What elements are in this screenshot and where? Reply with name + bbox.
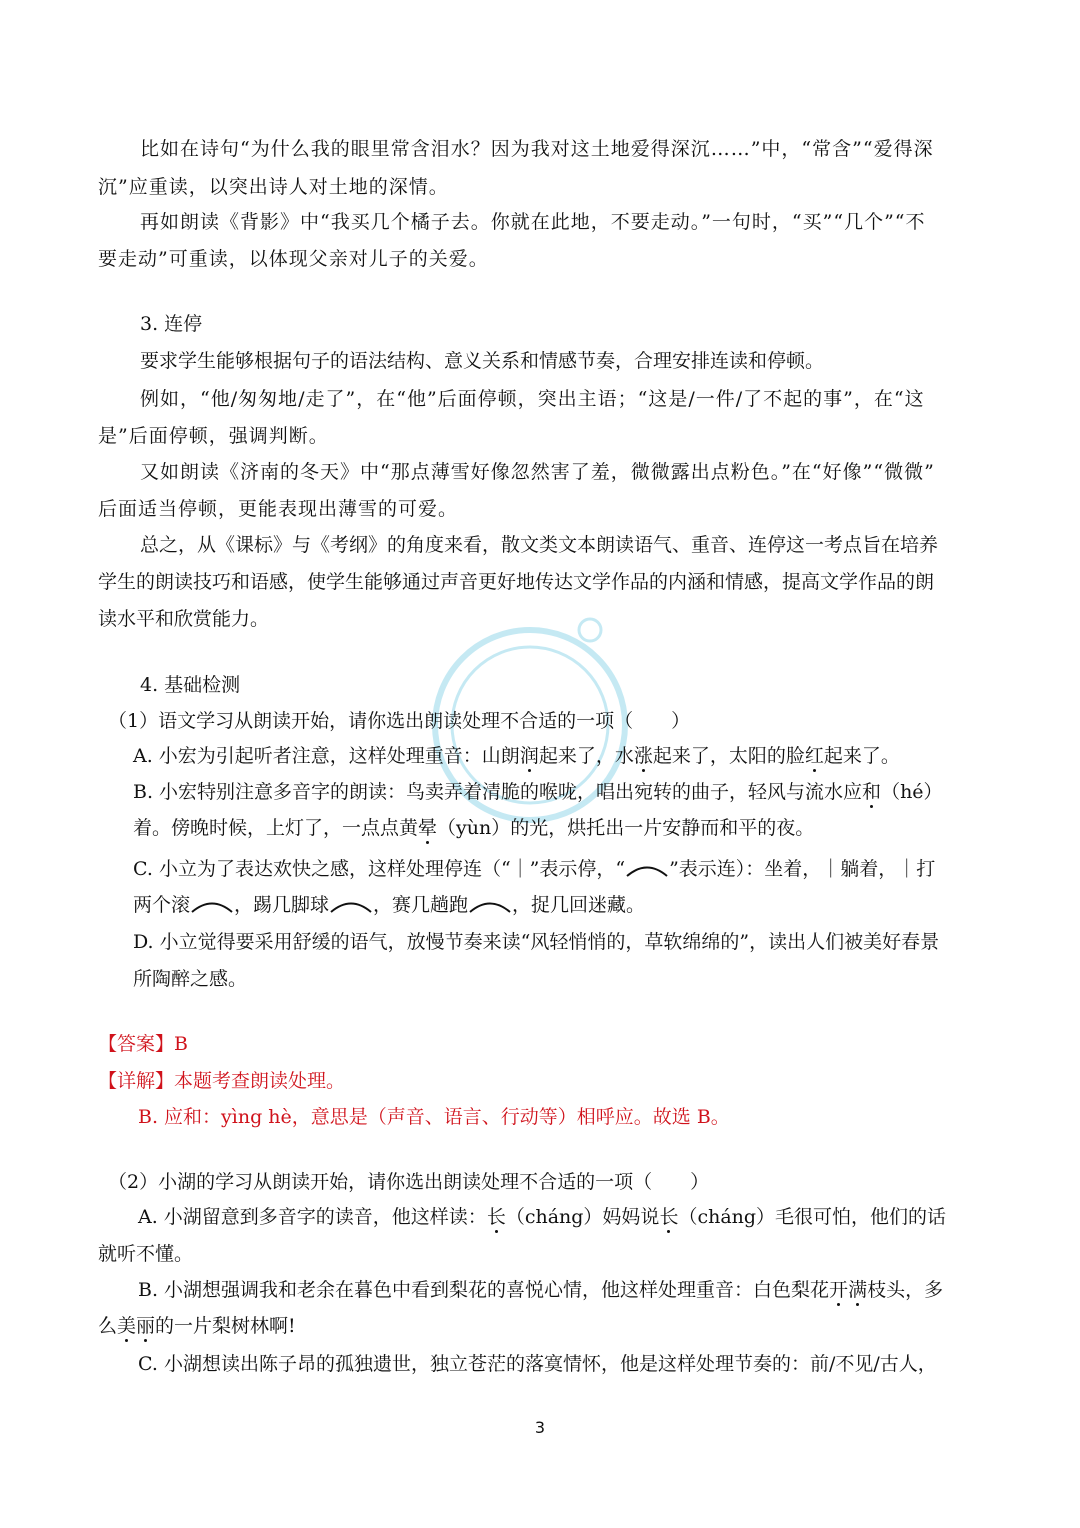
para-2-line-2: 要走动”可重读，以体现父亲对儿子的关爱。 (98, 248, 489, 270)
para-2-line-1: 再如朗读《背影》中“我买几个橘子去。你就在此地，不要走动。”一句时，“买”“几个”“不 (140, 211, 926, 233)
q1-option-d-line-1: D. 小立觉得要采用舒缓的语气，放慢节奏来读“风轻悄悄的，草软绵绵的”，读出人们被美好春景 (133, 931, 940, 953)
section-3-intro: 要求学生能够根据句子的语法结构、意义关系和情感节奏，合理安排连读和停顿。 (140, 350, 825, 372)
q2-option-a-line-1: A. 小湖留意到多音字的读音，他这样读：长（cháng）妈妈说长（cháng）毛很可怕，他们的话 (138, 1206, 947, 1228)
link-arc-icon (468, 899, 512, 913)
link-arc-icon (625, 863, 669, 877)
para-1-line-1: 比如在诗句“为什么我的眼里常含泪水？因为我对这土地爱得深沉……”中，“常含”“爱得深 (140, 138, 934, 160)
q1-option-b-line-1: B. 小宏特别注意多音字的朗读：鸟卖弄着清脆的喉咙，唱出宛转的曲子，轻风与流水应和（hé） (133, 781, 943, 803)
q1-option-d-line-2: 所陶醉之感。 (133, 968, 248, 990)
section-3-example-1-line-2: 是”后面停顿，强调判断。 (98, 425, 329, 447)
q2-option-c-line-1: C. 小湖想读出陈子昂的孤独遗世，独立苍茫的落寞情怀，他是这样处理节奏的：前/不见/古人， (138, 1353, 937, 1375)
section-3-example-1-line-1: 例如，“他/匆匆地/走了”，在“他”后面停顿，突出主语；“这是/一件/了不起的事”，在“这 (140, 388, 925, 410)
q1-option-c-line-1: C. 小立为了表达欢快之感，这样处理停连（“｜”表示停，“ ”表示连）：坐着，｜躺着，｜打 (133, 858, 936, 880)
detail-option-b: B. 应和：yìng hè，意思是（声音、语言、行动等）相呼应。故选 B。 (138, 1106, 730, 1128)
q1-option-c-line-2: 两个滚 ，踢几脚球 ，赛几趟跑 ，捉几回迷藏。 (133, 894, 646, 916)
summary-line-2: 学生的朗读技巧和语感，使学生能够通过声音更好地传达文学作品的内涵和情感，提高文学作品的朗 (98, 571, 935, 593)
q1-option-b-line-2: 着。傍晚时候，上灯了，一点点黄晕（yùn）的光，烘托出一片安静而和平的夜。 (133, 817, 815, 839)
section-4-heading: 4. 基础检测 (140, 674, 241, 696)
q2-option-b-line-2: 么美丽的一片梨树林啊! (98, 1315, 296, 1337)
summary-line-3: 读水平和欣赏能力。 (98, 608, 270, 630)
section-3-example-2-line-2: 后面适当停顿，更能表现出薄雪的可爱。 (98, 498, 459, 520)
link-arc-icon (329, 899, 373, 913)
q2-option-b-line-1: B. 小湖想强调我和老余在暮色中看到梨花的喜悦心情，他这样处理重音：白色梨花开满枝头，多 (138, 1279, 944, 1301)
summary-line-1: 总之，从《课标》与《考纲》的角度来看，散文类文本朗读语气、重音、连停这一考点旨在培养 (140, 534, 939, 556)
link-arc-icon (190, 899, 234, 913)
question-2-stem: （2）小湖的学习从朗读开始，请你选出朗读处理不合适的一项（ ） (108, 1171, 710, 1193)
detail: 【详解】本题考查朗读处理。 (98, 1070, 346, 1092)
page-number: 3 (534, 1418, 546, 1437)
q1-option-a: A. 小宏为引起听者注意，这样处理重音：山朗润起来了，水涨起来了，太阳的脸红起来了。 (133, 745, 900, 767)
answer: 【答案】B (98, 1033, 188, 1055)
section-3-example-2-line-1: 又如朗读《济南的冬天》中“那点薄雪好像忽然害了羞，微微露出点粉色。”在“好像”“微微” (140, 461, 935, 483)
q2-option-a-line-2: 就听不懂。 (98, 1243, 194, 1265)
para-1-line-2: 沉”应重读，以突出诗人对土地的深情。 (98, 176, 449, 198)
section-3-heading: 3. 连停 (140, 313, 203, 335)
question-1-stem: （1）语文学习从朗读开始，请你选出朗读处理不合适的一项（ ） (108, 710, 691, 732)
